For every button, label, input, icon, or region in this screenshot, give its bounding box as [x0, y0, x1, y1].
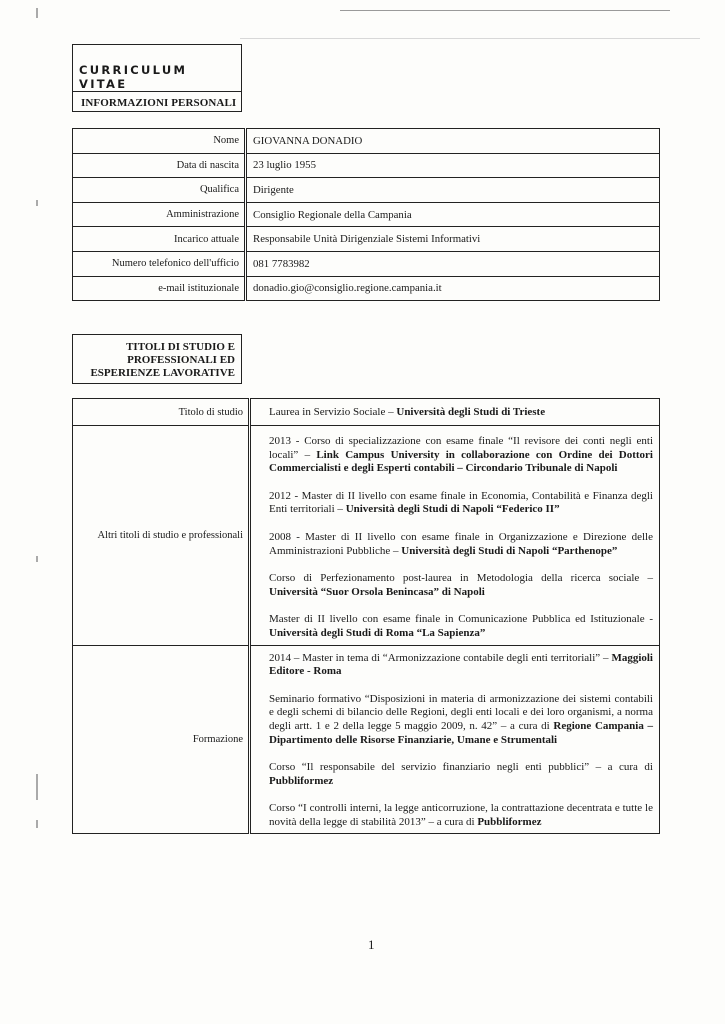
entry-text: 2014 – Master in tema di “Armonizzazione contabile degli enti territoriali” – — [269, 651, 612, 664]
entry-text: Corso di Perfezionamento post-laurea in Metodologia della ricerca sociale – — [269, 572, 653, 585]
degree-text: Laurea in Servizio Sociale – — [269, 406, 397, 418]
entry-text: Master di II livello con esame finale in Comunicazione Pubblica ed Istituzionale - — [269, 613, 653, 626]
table-row — [73, 178, 660, 203]
table-row — [73, 399, 660, 426]
field-value: 081 7783982 — [246, 251, 660, 276]
field-label: Formazione — [73, 645, 250, 834]
degree-institution: Università degli Studi di Trieste — [396, 406, 546, 418]
field-label: Altri titoli di studio e professionali — [73, 426, 250, 646]
cv-title: CURRICULUM VITAE — [79, 63, 188, 91]
field-value: Responsabile Unità Dirigenziale Sistemi Informativi — [246, 227, 660, 252]
cv-header-divider — [73, 91, 241, 92]
field-value: Dirigente — [246, 178, 660, 203]
table-row — [73, 645, 660, 834]
entry-text: 2012 - Master di II livello con esame finale in Economia, Contabilità e Finanza degli Enti territoriali – — [269, 489, 653, 516]
entry-institution: Università “Suor Orsola Benincasa” di Napoli — [269, 585, 485, 598]
field-label: Incarico attuale — [73, 227, 246, 252]
entry-institution: Pubbliformez — [269, 774, 334, 787]
other-qualifications — [250, 426, 660, 646]
scan-artifact-line — [340, 10, 670, 11]
table-row — [73, 202, 660, 227]
email-value: donadio.gio@consiglio.regione.campania.it — [246, 276, 660, 301]
entry-institution: Pubbliformez — [477, 815, 542, 828]
table-row — [73, 153, 660, 178]
heading-line: ESPERIENZE LAVORATIVE — [90, 366, 235, 379]
degree-value — [250, 399, 660, 426]
qualification-entry — [269, 572, 653, 599]
table-row — [73, 129, 660, 154]
entry-text: Seminario formativo “Disposizioni in materia di armonizzazione dei sistemi contabili e degli schemi di bilancio delle Regioni, degli enti locali e dei loro organismi, a norma degli artt. 1 e 2 della legge 5 maggio 2009, n. 42” – a cura di — [269, 692, 653, 732]
training-list — [250, 645, 660, 834]
scan-edge-mark — [36, 200, 38, 206]
training-entry — [269, 761, 653, 788]
training-entry — [269, 693, 653, 747]
qualification-entry — [269, 613, 653, 640]
heading-line: TITOLI DI STUDIO E — [126, 341, 235, 353]
field-label: Qualifica — [73, 178, 246, 203]
training-entry — [269, 802, 653, 829]
field-label: Nome — [73, 129, 246, 154]
table-row — [73, 276, 660, 301]
scan-edge-mark — [36, 8, 38, 18]
entry-text: Corso “Il responsabile del servizio finanziario negli enti pubblici” – a cura di — [269, 761, 653, 774]
scan-artifact-line — [240, 38, 700, 39]
entry-institution: Università degli Studi di Roma “La Sapienza” — [269, 626, 486, 639]
page-number: 1 — [368, 937, 375, 952]
scan-edge-mark — [36, 820, 38, 828]
scan-edge-mark — [36, 774, 38, 800]
personal-info-table — [72, 128, 660, 301]
qualification-entry — [269, 490, 653, 517]
table-row — [73, 227, 660, 252]
field-label: Numero telefonico dell'ufficio — [73, 251, 246, 276]
entry-text: 2013 - Corso di specializzazione con esame finale “Il revisore dei conti negli enti locali” – — [269, 435, 653, 461]
field-label: e-mail istituzionale — [73, 276, 246, 301]
table-row — [73, 251, 660, 276]
scan-edge-mark — [36, 556, 38, 562]
training-entry — [269, 652, 653, 679]
field-label: Titolo di studio — [73, 399, 250, 426]
heading-line: PROFESSIONALI ED — [127, 353, 235, 366]
entry-institution: Maggioli Editore - Roma — [269, 651, 653, 678]
qualification-entry — [269, 435, 653, 476]
entry-institution: Regione Campania – Dipartimento delle Risorse Finanziarie, Umane e Strumentali — [269, 719, 654, 746]
cv-header-box — [72, 44, 242, 112]
education-table — [72, 398, 660, 834]
qualification-entry — [269, 531, 653, 558]
section-personal-info-heading: INFORMAZIONI PERSONALI — [81, 97, 237, 109]
field-label: Data di nascita — [73, 153, 246, 178]
section-titoli-heading — [72, 334, 242, 384]
entry-institution: Università degli Studi di Napoli “Parthenope” — [401, 544, 618, 557]
field-value: Consiglio Regionale della Campania — [246, 202, 660, 227]
entry-institution: Università degli Studi di Napoli “Federico II” — [345, 503, 560, 516]
field-value: 23 luglio 1955 — [246, 153, 660, 178]
entry-text: Corso “I controlli interni, la legge anticorruzione, la contrattazione decentrata e tutte le novità della legge di stabilità 2013” – a cura di — [269, 802, 653, 828]
entry-institution: Link Campus University in collaborazione con Ordine dei Dottori Commercialisti e degli Esperti contabili – Circondario Tribunale di Napoli — [269, 448, 653, 475]
table-row — [73, 426, 660, 646]
field-value: GIOVANNA DONADIO — [246, 129, 660, 154]
field-label: Amministrazione — [73, 202, 246, 227]
entry-text: 2008 - Master di II livello con esame finale in Organizzazione e Direzione delle Amministrazioni Pubbliche – — [269, 530, 653, 557]
